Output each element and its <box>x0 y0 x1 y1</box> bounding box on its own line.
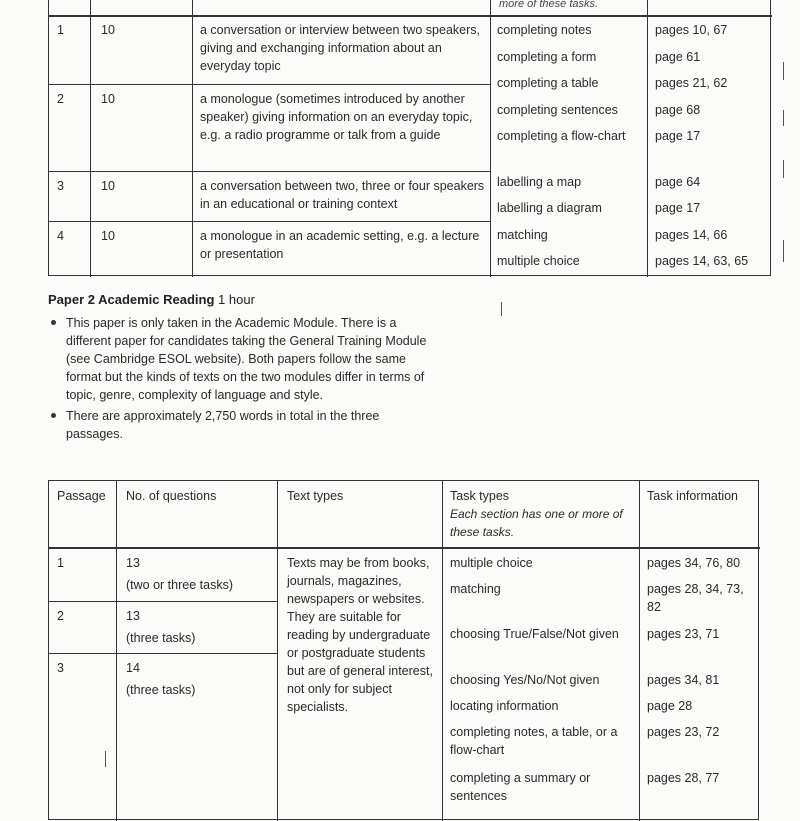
task-info: pages 14, 66 <box>655 228 728 242</box>
task-type: choosing Yes/No/Not given <box>450 673 600 687</box>
question-count: 10 <box>101 179 115 193</box>
passage-questions: 14 <box>126 661 140 675</box>
partial-header: more of these tasks. <box>499 0 599 10</box>
task-info: pages 28, 77 <box>647 771 720 785</box>
passage-note: (two or three tasks) <box>126 578 233 592</box>
task-type: completing a form <box>497 50 597 64</box>
passage-note: (three tasks) <box>126 683 196 697</box>
task-type: multiple choice <box>497 254 580 268</box>
passage-questions: 13 <box>126 609 140 623</box>
text-types-description: Texts may be from books, journals, magazines, newspapers or websites. They are suitable for reading by undergraduate or postgraduate students but are of general interest, not only for subject specialists. <box>287 556 433 714</box>
section-heading <box>48 292 255 307</box>
scan-mark <box>501 302 502 316</box>
task-type: matching <box>450 582 501 596</box>
task-info: page 68 <box>655 103 701 117</box>
task-type: multiple choice <box>450 556 533 570</box>
section-number: 1 <box>57 23 64 37</box>
task-type: labelling a diagram <box>497 201 602 215</box>
task-types-note: Each section has one or more of these tasks. <box>450 507 623 539</box>
col-header-text-types: Text types <box>287 489 344 503</box>
scan-mark <box>783 240 784 262</box>
reading-table <box>48 480 759 820</box>
task-type: completing a flow-chart <box>497 129 626 143</box>
section-text: a monologue in an academic setting, e.g. a lecture or presentation <box>200 229 480 261</box>
task-info: pages 34, 81 <box>647 673 720 687</box>
task-info: pages 23, 71 <box>647 627 720 641</box>
task-type: completing a summary or sentences <box>450 771 591 803</box>
passage-number: 2 <box>57 609 64 623</box>
passage-questions: 13 <box>126 556 140 570</box>
task-type: locating information <box>450 699 559 713</box>
col-header-questions: No. of questions <box>126 489 217 503</box>
task-type: completing sentences <box>497 103 618 117</box>
task-info: pages 28, 34, 73, 82 <box>647 582 744 614</box>
task-info: page 28 <box>647 699 693 713</box>
task-info: page 17 <box>655 129 701 143</box>
scan-mark <box>783 110 784 126</box>
bullet-list <box>48 314 428 446</box>
scan-mark <box>105 751 106 767</box>
col-header-task-types: Task types <box>450 489 510 503</box>
task-type: choosing True/False/Not given <box>450 627 619 641</box>
heading-duration: 1 hour <box>218 292 255 307</box>
bullet-item: This paper is only taken in the Academic Module. There is a different paper for candidates taking the General Training Module (see Cambridge ESOL website). Both papers follow the same format but the kinds of texts on the two modules differ in terms of topic, genre, complexity of language and style. <box>48 314 428 404</box>
scan-mark <box>783 62 784 80</box>
task-info: page 17 <box>655 201 701 215</box>
section-number: 4 <box>57 229 64 243</box>
bullet-item: There are approximately 2,750 words in total in the three passages. <box>48 407 428 443</box>
task-type: matching <box>497 228 548 242</box>
passage-number: 3 <box>57 661 64 675</box>
task-info: pages 10, 67 <box>655 23 728 37</box>
col-header-task-info: Task information <box>647 489 739 503</box>
task-info: pages 21, 62 <box>655 76 728 90</box>
passage-number: 1 <box>57 556 64 570</box>
task-type: completing notes, a table, or a flow-chart <box>450 725 618 757</box>
heading-title: Paper 2 Academic Reading <box>48 292 215 307</box>
col-header-passage: Passage <box>57 489 106 503</box>
task-info: pages 14, 63, 65 <box>655 254 749 268</box>
task-info: page 61 <box>655 50 701 64</box>
question-count: 10 <box>101 229 115 243</box>
section-number: 3 <box>57 179 64 193</box>
task-info: page 64 <box>655 175 701 189</box>
task-info: pages 34, 76, 80 <box>647 556 741 570</box>
scan-mark <box>783 160 784 178</box>
question-count: 10 <box>101 92 115 106</box>
section-text: a monologue (sometimes introduced by another speaker) giving information on an everyday topic, e.g. a radio programme or talk from a guide <box>200 92 473 142</box>
section-text: a conversation between two, three or four speakers in an educational or training context <box>200 179 485 211</box>
listening-table <box>48 0 771 276</box>
section-number: 2 <box>57 92 64 106</box>
task-type: labelling a map <box>497 175 582 189</box>
task-type: completing notes <box>497 23 592 37</box>
passage-note: (three tasks) <box>126 631 196 645</box>
question-count: 10 <box>101 23 115 37</box>
task-type: completing a table <box>497 76 599 90</box>
section-text: a conversation or interview between two speakers, giving and exchanging information about an everyday topic <box>200 23 481 73</box>
task-info: pages 23, 72 <box>647 725 720 739</box>
